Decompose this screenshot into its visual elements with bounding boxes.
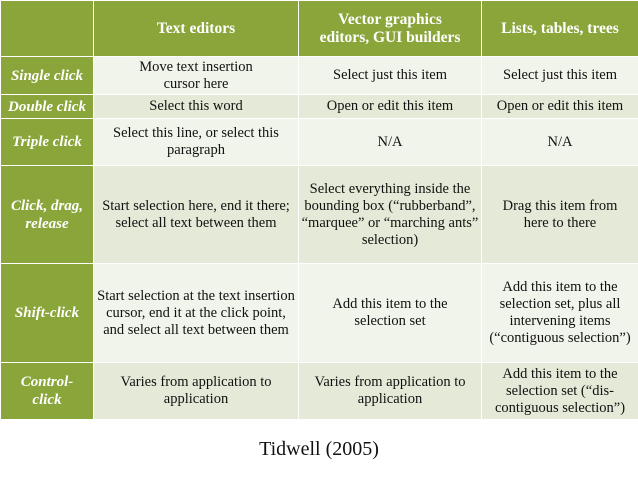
cell-text-editors: Varies from application to application <box>94 363 299 420</box>
row-label-triple-click: Triple click <box>1 119 94 166</box>
table-row <box>1 119 638 166</box>
table-row <box>1 363 638 420</box>
table-row <box>1 95 638 119</box>
table-row <box>1 57 638 95</box>
cell-lists: Add this item to the selection set, plus all intervening items (“contiguous selection”) <box>482 264 638 363</box>
cell-lists: N/A <box>482 119 638 166</box>
cell-text-editors: Select this line, or select this paragraph <box>94 119 299 166</box>
header-text-editors: Text editors <box>94 1 299 57</box>
row-label-control-click: Control-click <box>1 363 94 420</box>
row-label-single-click: Single click <box>1 57 94 95</box>
row-label-click-drag-release: Click, drag, release <box>1 166 94 264</box>
cell-lists: Drag this item from here to there <box>482 166 638 264</box>
cell-text-editors: Select this word <box>94 95 299 119</box>
cell-text-editors: Move text insertion cursor here <box>94 57 299 95</box>
header-vector-graphics: Vector graphics editors, GUI builders <box>299 1 482 57</box>
row-label-shift-click: Shift-click <box>1 264 94 363</box>
cell-lists: Select just this item <box>482 57 638 95</box>
cell-vector: Select everything inside the bounding box (“rubberband”, “marquee” or “marching ants” selection) <box>299 166 482 264</box>
table-row <box>1 264 638 363</box>
cell-vector: Select just this item <box>299 57 482 95</box>
cell-vector: N/A <box>299 119 482 166</box>
header-row <box>1 1 638 57</box>
row-label-double-click: Double click <box>1 95 94 119</box>
cell-text-editors: Start selection at the text insertion cursor, end it at the click point, and select all text between them <box>94 264 299 363</box>
cell-lists: Open or edit this item <box>482 95 638 119</box>
cell-lists: Add this item to the selection set (“dis-contiguous selection”) <box>482 363 638 420</box>
header-empty-cell <box>1 1 94 57</box>
cell-text-editors: Start selection here, end it there; select all text between them <box>94 166 299 264</box>
cell-vector: Open or edit this item <box>299 95 482 119</box>
source-caption: Tidwell (2005) <box>259 438 379 460</box>
table-row <box>1 166 638 264</box>
cell-vector: Add this item to the selection set <box>299 264 482 363</box>
cell-vector: Varies from application to application <box>299 363 482 420</box>
header-lists-tables-trees: Lists, tables, trees <box>482 1 638 57</box>
